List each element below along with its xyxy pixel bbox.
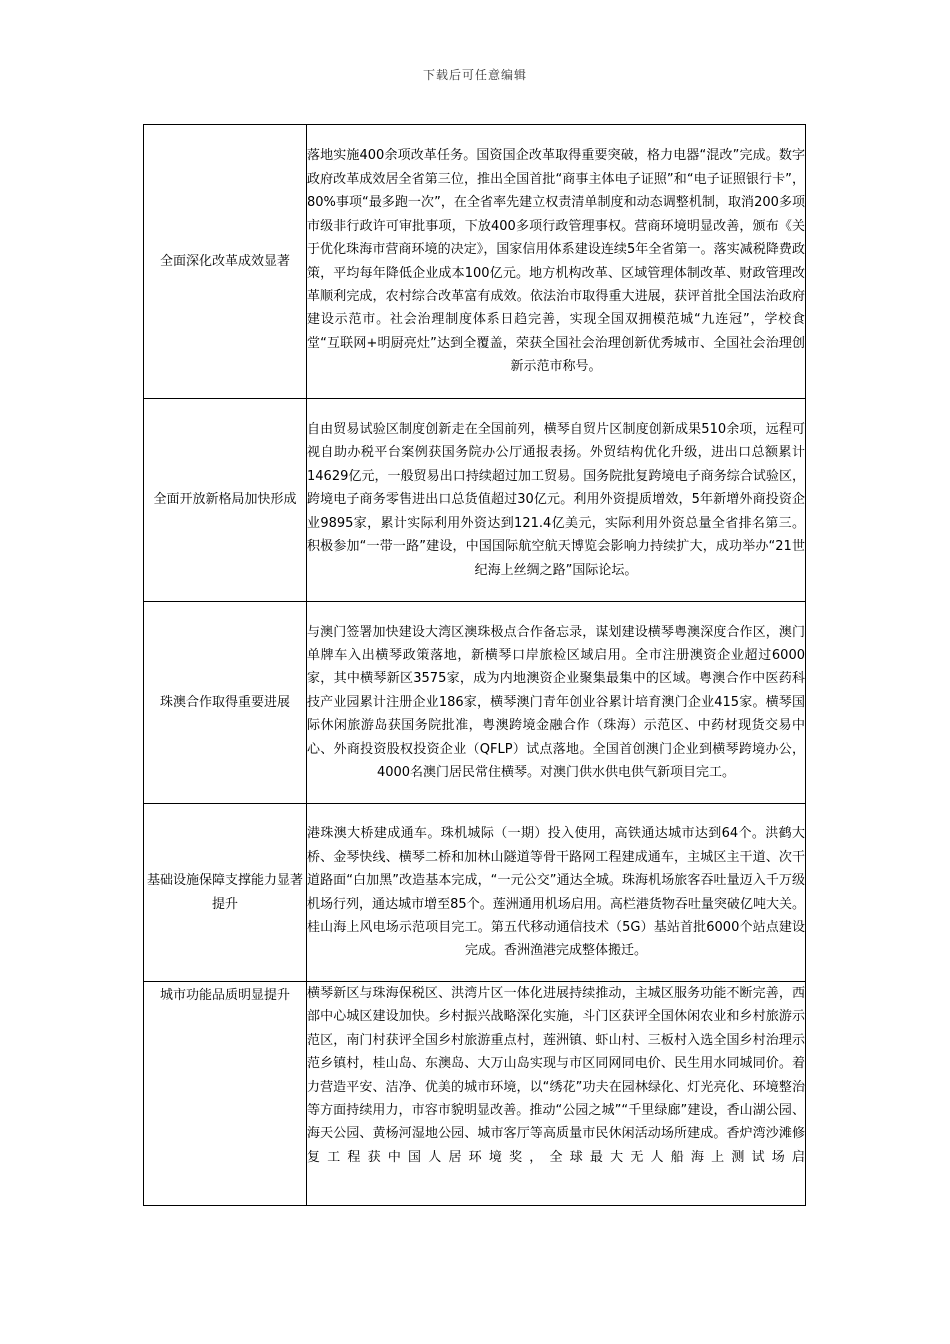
row-label: 全面开放新格局加快形成: [144, 399, 307, 602]
row-label: 城市功能品质明显提升: [144, 982, 307, 1206]
page-header: 下载后可任意编辑: [422, 68, 527, 82]
row-content: 落地实施400余项改革任务。国资国企改革取得重要突破，格力电器“混改”完成。数字政府改革成效居全省第三位，推出全国首批“商事主体电子证照”和“电子证照银行卡”，80%事项“最多跑一次”，在全省率先建立权责清单制度和动态调整机制，取消200多项市级非行政许可审批事项，下放400多项行政管理事权。营商环境明显改善，颁布《关于优化珠海市营商环境的决定》，国家信用体系建设连续5年全省第一。落实减税降费政策，平均每年降低企业成本100亿元。地方机构改革、区域管理体制改革、财政管理改革顺利完成，农村综合改革富有成效。依法治市取得重大进展，获评首批全国法治政府建设示范市。社会治理制度体系日趋完善，实现全国双拥模范城“九连冠”，学校食堂“互联网+明厨亮灶”达到全覆盖，荣获全国社会治理创新优秀城市、全国社会治理创新示范市称号。: [307, 125, 806, 399]
row-content: 自由贸易试验区制度创新走在全国前列，横琴自贸片区制度创新成果510余项，远程可视自助办税平台案例获国务院办公厅通报表扬。外贸结构优化升级，进出口总额累计14629亿元，一般贸易出口持续超过加工贸易。国务院批复跨境电子商务综合试验区，跨境电子商务零售进出口总货值超过30亿元。利用外资提质增效，5年新增外商投资企业9895家，累计实际利用外资达到121.4亿美元，实际利用外资总量全省排名第三。积极参加“一带一路”建设，中国国际航空航天博览会影响力持续扩大，成功举办“21世纪海上丝绸之路”国际论坛。: [307, 399, 806, 602]
row-label: 珠澳合作取得重要进展: [144, 602, 307, 804]
row-label: 基础设施保障支撑能力显著提升: [144, 804, 307, 982]
row-content: 与澳门签署加快建设大湾区澳珠极点合作备忘录，谋划建设横琴粤澳深度合作区，澳门单牌车入出横琴政策落地，新横琴口岸旅检区域启用。全市注册澳资企业超过6000家，其中横琴新区3575家，成为内地澳资企业聚集最集中的区域。粤澳合作中医药科技产业园累计注册企业186家，横琴澳门青年创业谷累计培育澳门企业415家。横琴国际休闲旅游岛获国务院批准，粤澳跨境金融合作（珠海）示范区、中药材现货交易中心、外商投资股权投资企业（QFLP）试点落地。全国首创澳门企业到横琴跨境办公，4000名澳门居民常住横琴。对澳门供水供电供气新项目完工。: [307, 602, 806, 804]
row-content: 港珠澳大桥建成通车。珠机城际（一期）投入使用，高铁通达城市达到64个。洪鹤大桥、金琴快线、横琴二桥和加林山隧道等骨干路网工程建成通车，主城区主干道、次干道路面“白加黑”改造基本完成，“一元公交”通达全城。珠海机场旅客吞吐量迈入千万级机场行列，通达城市增至85个。莲洲通用机场启用。高栏港货物吞吐量突破亿吨大关。桂山海上风电场示范项目完工。第五代移动通信技术（5G）基站首批6000个站点建设完成。香洲渔港完成整体搬迁。: [307, 804, 806, 982]
table-row: [144, 982, 806, 1206]
row-label: 全面深化改革成效显著: [144, 125, 307, 399]
achievements-table: [143, 124, 806, 1206]
table-row: [144, 399, 806, 602]
table-row: [144, 602, 806, 804]
table-row: [144, 125, 806, 399]
row-content: 横琴新区与珠海保税区、洪湾片区一体化进展持续推动，主城区服务功能不断完善，西部中心城区建设加快。乡村振兴战略深化实施，斗门区获评全国休闲农业和乡村旅游示范区，南门村获评全国乡村旅游重点村，莲洲镇、虾山村、三板村入选全国乡村治理示范乡镇村，桂山岛、东澳岛、大万山岛实现与市区同网同电价、民生用水同城同价。着力营造平安、洁净、优美的城市环境，以“绣花”功夫在园林绿化、灯光亮化、环境整治等方面持续用力，市容市貌明显改善。推动“公园之城”“千里绿廊”建设，香山湖公园、海天公园、黄杨河湿地公园、城市客厅等高质量市民休闲活动场所建成。香炉湾沙滩修复工程获中国人居环境奖，全球最大无人船海上测试场启: [307, 982, 806, 1206]
table-row: [144, 804, 806, 982]
